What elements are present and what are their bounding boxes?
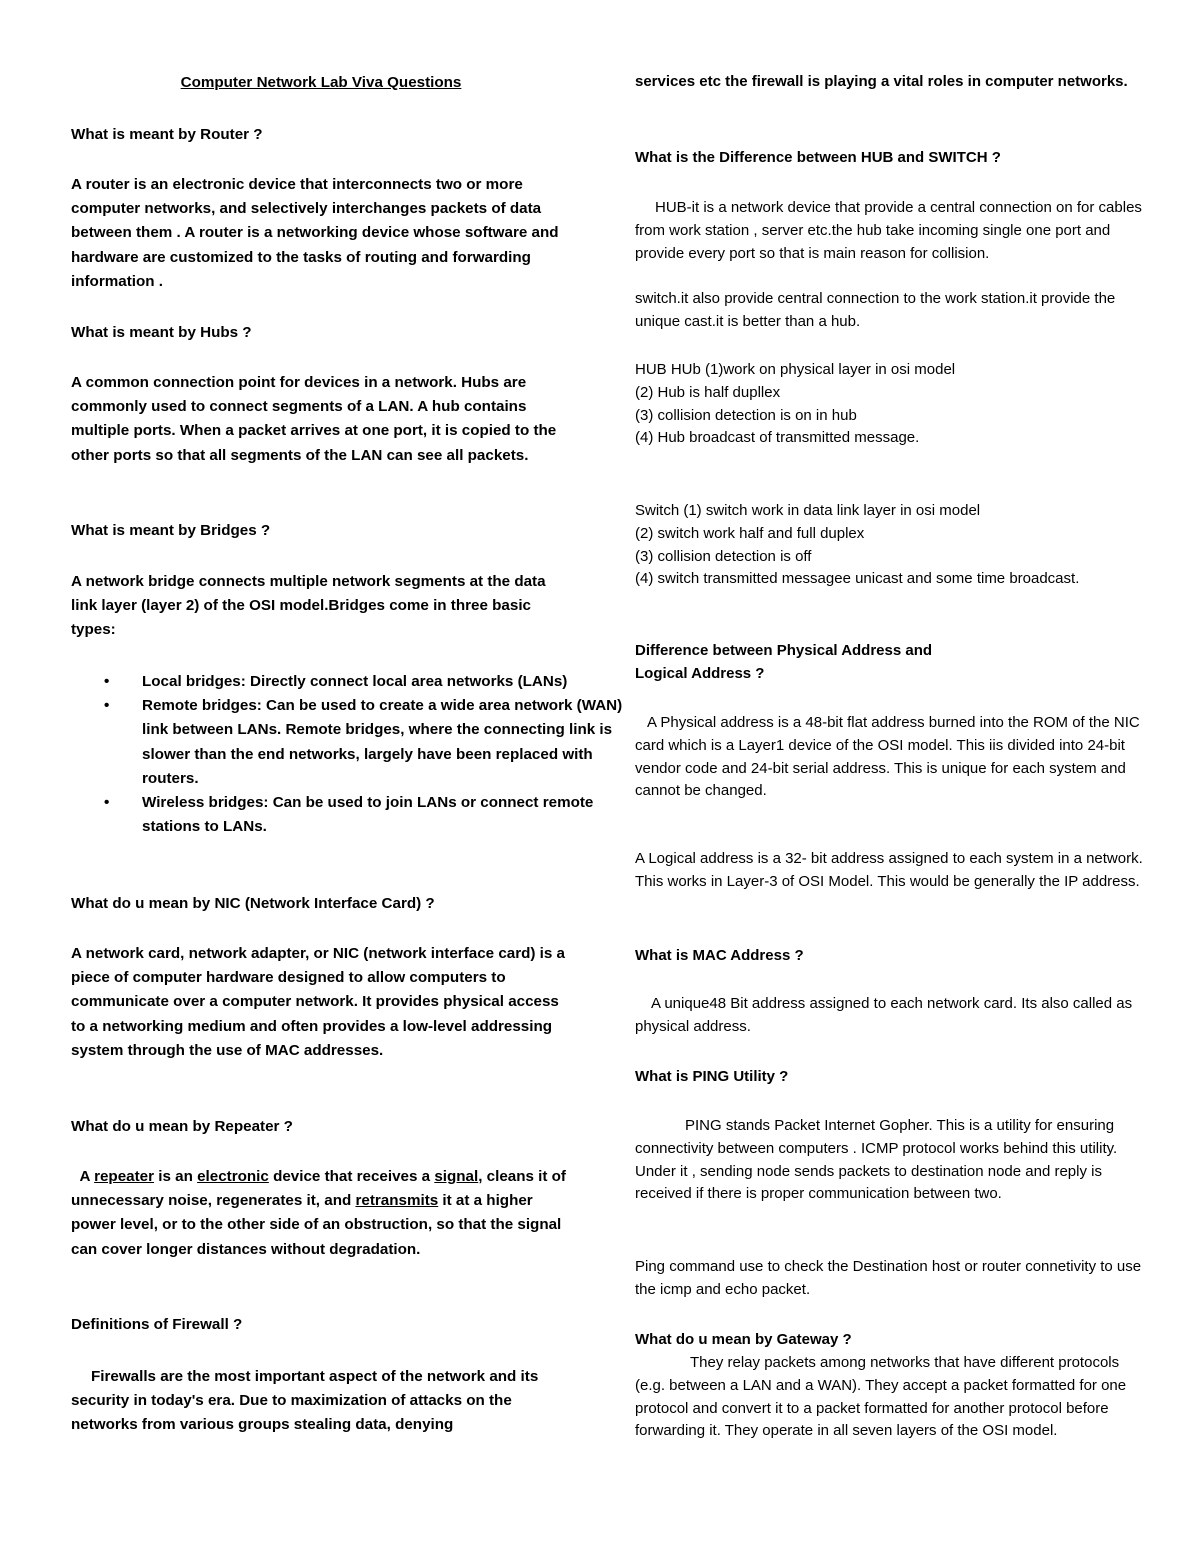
switch-point: Switch (1) switch work in data link layer in osi model bbox=[635, 502, 981, 519]
list-item-text: Local bridges: Directly connect local area networks (LANs) bbox=[142, 673, 568, 690]
switch-point: (4) switch transmitted messagee unicast and some time broadcast. bbox=[635, 570, 1080, 588]
answer-repeater: A repeater is an electronic device that receives a signal, cleans it of unnecessary noise, regenerates it, and retransmits it at a higher power level, or to the other side of an obstruction, so that the signal can cover longer distances without degradation. bbox=[71, 1168, 566, 1258]
answer-hubs: A common connection point for devices in a network. Hubs are commonly used to connect segments of a LAN. A hub contains multiple ports. When a packet arrives at one port, it is copied to the other ports so that all segments of the LAN can see all packets. bbox=[71, 374, 557, 464]
answer-nic: A network card, network adapter, or NIC (network interface card) is a piece of computer hardware designed to allow computers to communicate over a computer network. It provides physical access to a networking medium and often provides a low-level addressing system through the use of MAC addresses. bbox=[71, 945, 566, 1059]
answer-firewall: Firewalls are the most important aspect of the network and its security in today's era. Due to maximization of attacks on the networks from various groups stealing data, denying bbox=[71, 1368, 539, 1434]
link-repeater[interactable]: repeater bbox=[94, 1168, 155, 1185]
question-nic: What do u mean by NIC (Network Interface Card) ? bbox=[71, 895, 435, 912]
switch-point: (2) switch work half and full duplex bbox=[635, 524, 865, 542]
answer-logical-address: A Logical address is a 32- bit address assigned to each system in a network. This works in Layer-3 of OSI Model. This would be generally the IP address. bbox=[635, 850, 1143, 890]
answer-ping: PING stands Packet Internet Gopher. This is a utility for ensuring connectivity between computers . ICMP protocol works behind this utility. Under it , sending node sends packets to destination node and reply is received if there is proper communication between two. bbox=[635, 1117, 1118, 1203]
hub-points bbox=[635, 359, 1145, 450]
hub-point: (2) Hub is half dupllex bbox=[635, 383, 781, 401]
switch-point: (3) collision detection is off bbox=[635, 547, 812, 565]
link-electronic[interactable]: electronic bbox=[197, 1168, 269, 1185]
link-retransmits[interactable]: retransmits bbox=[355, 1192, 439, 1210]
question-hubs: What is meant by Hubs ? bbox=[71, 324, 252, 341]
question-repeater: What do u mean by Repeater ? bbox=[71, 1118, 293, 1135]
question-ping: What is PING Utility ? bbox=[635, 1068, 789, 1085]
switch-points bbox=[635, 500, 1145, 591]
answer-router: A router is an electronic device that interconnects two or more computer networks, and selectively interchanges packets of data between them . A router is a networking device whose software and hardware are customized to the tasks of routing and forwarding information . bbox=[71, 176, 559, 290]
page-title: Computer Network Lab Viva Questions bbox=[180, 74, 462, 91]
bullet-icon: • bbox=[104, 697, 110, 715]
bullet-icon: • bbox=[104, 794, 110, 812]
question-gateway: What do u mean by Gateway ? bbox=[635, 1331, 852, 1348]
answer-ping-command: Ping command use to check the Destination host or router connetivity to use the icmp and echo packet. bbox=[635, 1258, 1142, 1298]
answer-gateway: They relay packets among networks that have different protocols (e.g. between a LAN and a WAN). They accept a packet formatted for one protocol and convert it to a packet formatted for another protocol before forwarding it. They operate in all seven layers of the OSI model. bbox=[635, 1354, 1127, 1440]
hub-point: HUB HUb (1)work on physical layer in osi model bbox=[635, 361, 956, 378]
hub-point: (4) Hub broadcast of transmitted message. bbox=[635, 429, 920, 447]
question-address: Difference between Physical Address and Logical Address ? bbox=[635, 642, 933, 682]
answer-mac: A unique48 Bit address assigned to each network card. Its also called as physical address. bbox=[635, 995, 1133, 1035]
answer-bridges: A network bridge connects multiple network segments at the data link layer (layer 2) of the OSI model.Bridges come in three basic types: bbox=[71, 573, 546, 639]
firewall-continued: services etc the firewall is playing a vital roles in computer networks. bbox=[635, 73, 1128, 90]
hub-point: (3) collision detection is on in hub bbox=[635, 406, 857, 424]
answer-hub: HUB-it is a network device that provide a central connection on for cables from work station , server etc.the hub take incoming single one port and provide every port so that is main reason for collision. bbox=[635, 199, 1142, 262]
list-item-text: Wireless bridges: Can be used to join LANs or connect remote stations to LANs. bbox=[142, 794, 594, 836]
list-item bbox=[71, 791, 631, 839]
answer-switch: switch.it also provide central connection to the work station.it provide the unique cast.it is better than a hub. bbox=[635, 290, 1116, 330]
question-firewall: Definitions of Firewall ? bbox=[71, 1316, 243, 1333]
bullet-icon: • bbox=[104, 673, 110, 690]
question-hub-switch: What is the Difference between HUB and SWITCH ? bbox=[635, 149, 1001, 166]
question-bridges: What is meant by Bridges ? bbox=[71, 522, 271, 539]
question-router: What is meant by Router ? bbox=[71, 126, 263, 143]
bridge-types-list bbox=[71, 670, 631, 839]
question-mac: What is MAC Address ? bbox=[635, 947, 804, 964]
list-item bbox=[71, 694, 631, 791]
link-signal[interactable]: signal bbox=[434, 1168, 479, 1185]
list-item bbox=[71, 670, 631, 694]
answer-physical-address: A Physical address is a 48-bit flat address burned into the ROM of the NIC card which is a Layer1 device of the OSI model. This iis divided into 24-bit vendor code and 24-bit serial address. This is unique for each system and cannot be changed. bbox=[635, 714, 1140, 800]
list-item-text: Remote bridges: Can be used to create a wide area network (WAN) link between LANs. Remote bridges, where the connecting link is slower than the end networks, largely have been replaced with routers. bbox=[142, 697, 623, 787]
